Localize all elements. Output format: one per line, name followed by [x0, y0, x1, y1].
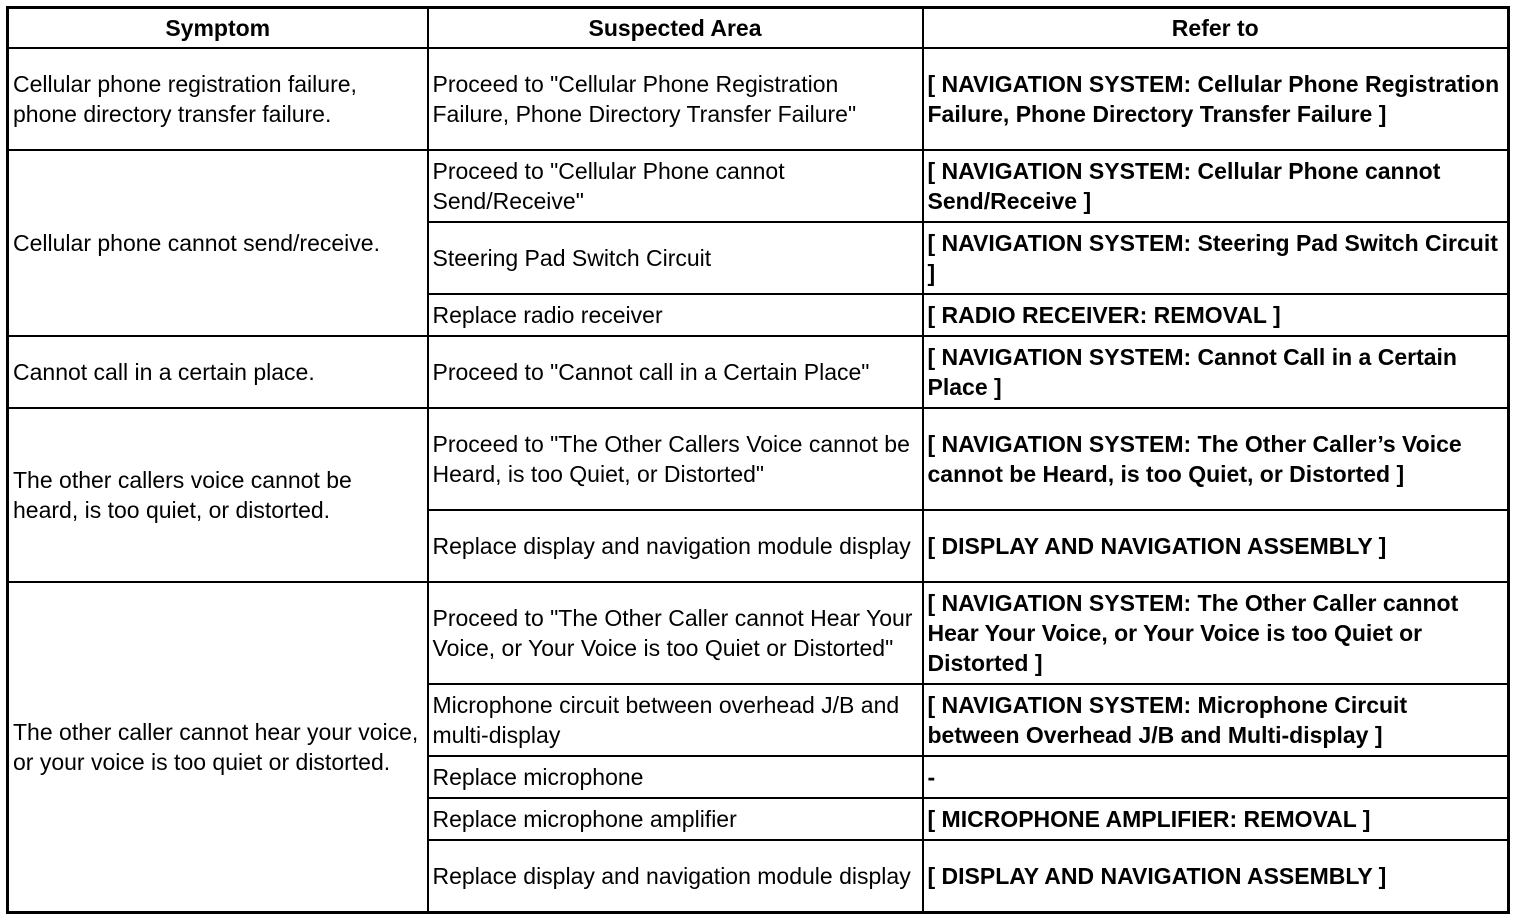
refer-to-link[interactable]: [ NAVIGATION SYSTEM: The Other Caller cannot Hear Your Voice, or Your Voice is too Quiet or Distorted ] — [923, 582, 1509, 684]
table-row — [8, 408, 1509, 510]
refer-to-link[interactable]: [ RADIO RECEIVER: REMOVAL ] — [923, 294, 1509, 336]
area-cell: Proceed to "The Other Callers Voice cannot be Heard, is too Quiet, or Distorted" — [428, 408, 923, 510]
header-suspected-area: Suspected Area — [428, 8, 923, 49]
area-cell: Proceed to "Cellular Phone Registration Failure, Phone Directory Transfer Failure" — [428, 48, 923, 150]
area-cell: Replace microphone — [428, 756, 923, 798]
table-row — [8, 150, 1509, 222]
area-cell: Steering Pad Switch Circuit — [428, 222, 923, 294]
symptom-cell: Cannot call in a certain place. — [8, 336, 428, 408]
troubleshooting-table-wrapper — [6, 6, 1510, 914]
area-cell: Proceed to "Cellular Phone cannot Send/Receive" — [428, 150, 923, 222]
symptom-cell: Cellular phone registration failure, phone directory transfer failure. — [8, 48, 428, 150]
table-row — [8, 336, 1509, 408]
symptom-cell: The other callers voice cannot be heard, is too quiet, or distorted. — [8, 408, 428, 582]
refer-to-link[interactable]: [ NAVIGATION SYSTEM: Microphone Circuit between Overhead J/B and Multi-display ] — [923, 684, 1509, 756]
refer-to-link[interactable]: [ DISPLAY AND NAVIGATION ASSEMBLY ] — [923, 510, 1509, 582]
area-cell: Proceed to "Cannot call in a Certain Place" — [428, 336, 923, 408]
table-row — [8, 582, 1509, 684]
header-row — [8, 8, 1509, 49]
refer-to-link[interactable]: [ MICROPHONE AMPLIFIER: REMOVAL ] — [923, 798, 1509, 840]
area-cell: Replace display and navigation module display — [428, 840, 923, 913]
header-refer-to: Refer to — [923, 8, 1509, 49]
area-cell: Replace microphone amplifier — [428, 798, 923, 840]
symptom-cell: Cellular phone cannot send/receive. — [8, 150, 428, 336]
table-row — [8, 48, 1509, 150]
refer-to-cell: - — [923, 756, 1509, 798]
refer-to-link[interactable]: [ NAVIGATION SYSTEM: Cannot Call in a Certain Place ] — [923, 336, 1509, 408]
area-cell: Replace display and navigation module display — [428, 510, 923, 582]
area-cell: Microphone circuit between overhead J/B and multi-display — [428, 684, 923, 756]
header-symptom: Symptom — [8, 8, 428, 49]
refer-to-link[interactable]: [ NAVIGATION SYSTEM: The Other Caller’s Voice cannot be Heard, is too Quiet, or Distorted ] — [923, 408, 1509, 510]
area-cell: Proceed to "The Other Caller cannot Hear Your Voice, or Your Voice is too Quiet or Distorted" — [428, 582, 923, 684]
symptom-cell: The other caller cannot hear your voice, or your voice is too quiet or distorted. — [8, 582, 428, 913]
refer-to-link[interactable]: [ NAVIGATION SYSTEM: Cellular Phone Registration Failure, Phone Directory Transfer Failure ] — [923, 48, 1509, 150]
refer-to-link[interactable]: [ NAVIGATION SYSTEM: Steering Pad Switch Circuit ] — [923, 222, 1509, 294]
troubleshooting-table — [6, 6, 1510, 914]
refer-to-link[interactable]: [ NAVIGATION SYSTEM: Cellular Phone cannot Send/Receive ] — [923, 150, 1509, 222]
refer-to-link[interactable]: [ DISPLAY AND NAVIGATION ASSEMBLY ] — [923, 840, 1509, 913]
area-cell: Replace radio receiver — [428, 294, 923, 336]
